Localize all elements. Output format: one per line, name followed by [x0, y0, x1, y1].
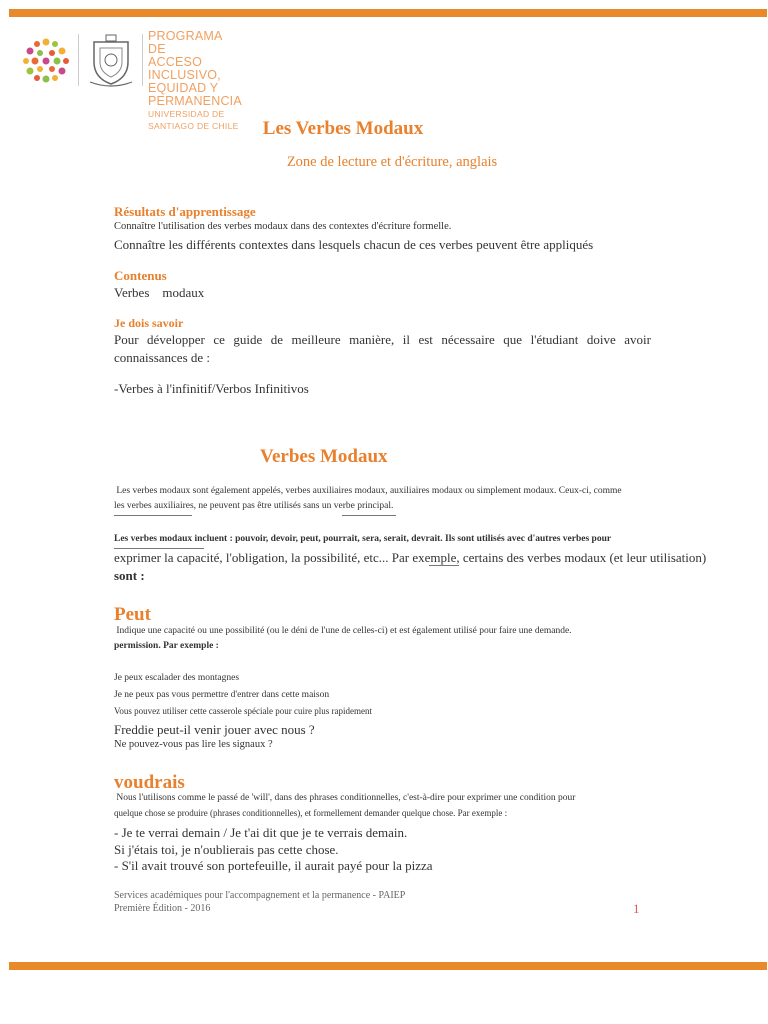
program-line-1: PROGRAMA DE: [148, 29, 222, 56]
top-orange-bar: [9, 9, 767, 17]
underline-mark: [114, 548, 204, 549]
peut-description: Indique une capacité ou une possibilité (ou le déni de l'une de celles-ci) et est également utilisé pour faire une demande.: [114, 626, 572, 636]
university-name: UNIVERSIDAD DE SANTIAGO DE CHILE: [148, 109, 239, 131]
bottom-orange-bar: [9, 962, 767, 970]
university-crest-icon: [86, 32, 136, 88]
footer: [114, 889, 405, 915]
resultats-line-1: Connaître l'utilisation des verbes modaux dans des contextes d'écriture formelle.: [114, 221, 452, 232]
peut-heading: Peut: [114, 604, 151, 625]
section-paragraph-2-line-2: exprimer la capacité, l'obligation, la possibilité, etc... Par exemple, certains des verbes modaux (et leur utilisation): [114, 550, 707, 565]
footer-line-2: Première Édition - 2016: [114, 903, 211, 914]
savoir-heading: Je dois savoir: [114, 316, 184, 330]
peut-example-1: Je peux escalader des montagnes: [114, 673, 240, 683]
savoir-item: -Verbes à l'infinitif/Verbos Infinitivos: [114, 381, 309, 396]
underline-mark: [429, 565, 459, 566]
voudrais-description: Nous l'utilisons comme le passé de 'will', dans des phrases conditionnelles, c'est-à-dire pour exprimer une condition pour: [114, 793, 576, 803]
voudrais-heading: voudrais: [114, 772, 185, 793]
voudrais-description-2: quelque chose se produire (phrases conditionnelles), et formellement demander quelque chose. Par exemple :: [114, 808, 508, 818]
underline-mark: [114, 515, 192, 516]
program-line-2: ACCESO INCLUSIVO,: [148, 55, 221, 82]
page-title: Les Verbes Modaux: [262, 118, 424, 139]
section-paragraph-1-line-2: les verbes auxiliaires, ne peuvent pas être utilisés sans un verbe principal.: [114, 501, 394, 511]
section-paragraph-2-line-1: Les verbes modaux incluent : pouvoir, devoir, peut, pourrait, sera, serait, devrait. Ils sont utilisés avec d'autres verbes pour: [114, 534, 612, 544]
voudrais-example-3: - S'il avait trouvé son portefeuille, il aurait payé pour la pizza: [114, 858, 433, 873]
header-divider: [78, 34, 79, 86]
peut-description-2: permission. Par exemple :: [114, 641, 219, 651]
program-line-3: EQUIDAD Y PERMANENCIA: [148, 81, 242, 108]
section-paragraph-2-line-3: sont :: [114, 568, 145, 583]
footer-line-1: Services académiques pour l'accompagnement et la permanence - PAIEP: [114, 890, 406, 901]
contenus-heading: Contenus: [114, 268, 167, 283]
page-subtitle: Zone de lecture et d'écriture, anglais: [286, 154, 498, 170]
savoir-text: Pour développer ce guide de meilleure manière, il est nécessaire que l'étudiant doive avoir connaissances de :: [114, 332, 651, 365]
contenus-text: Verbes modaux: [114, 285, 205, 300]
section-heading: Verbes Modaux: [260, 446, 388, 467]
section-paragraph-1-line-1: Les verbes modaux sont également appelés, verbes auxiliaires modaux, auxiliaires modaux ou simplement modaux. Ceux-ci, comme: [114, 486, 622, 496]
peut-example-2: Je ne peux pas vous permettre d'entrer dans cette maison: [114, 690, 330, 700]
page-number: 1: [633, 901, 640, 916]
peut-example-4: Freddie peut-il venir jouer avec nous ?: [114, 722, 315, 737]
voudrais-example-1: - Je te verrai demain / Je t'ai dit que je te verrais demain.: [114, 825, 408, 840]
voudrais-example-2: Si j'étais toi, je n'oublierais pas cette chose.: [114, 842, 339, 857]
program-name: [148, 30, 242, 132]
resultats-heading: Résultats d'apprentissage: [114, 204, 256, 219]
peut-example-5: Ne pouvez-vous pas lire les signaux ?: [114, 739, 273, 750]
header-divider: [142, 34, 143, 86]
paiep-logo-icon: [20, 34, 72, 86]
peut-example-3: Vous pouvez utiliser cette casserole spéciale pour cuire plus rapidement: [114, 706, 372, 716]
underline-mark: [342, 515, 396, 516]
resultats-line-2: Connaître les différents contextes dans lesquels chacun de ces verbes peuvent être appliqués: [114, 237, 594, 252]
